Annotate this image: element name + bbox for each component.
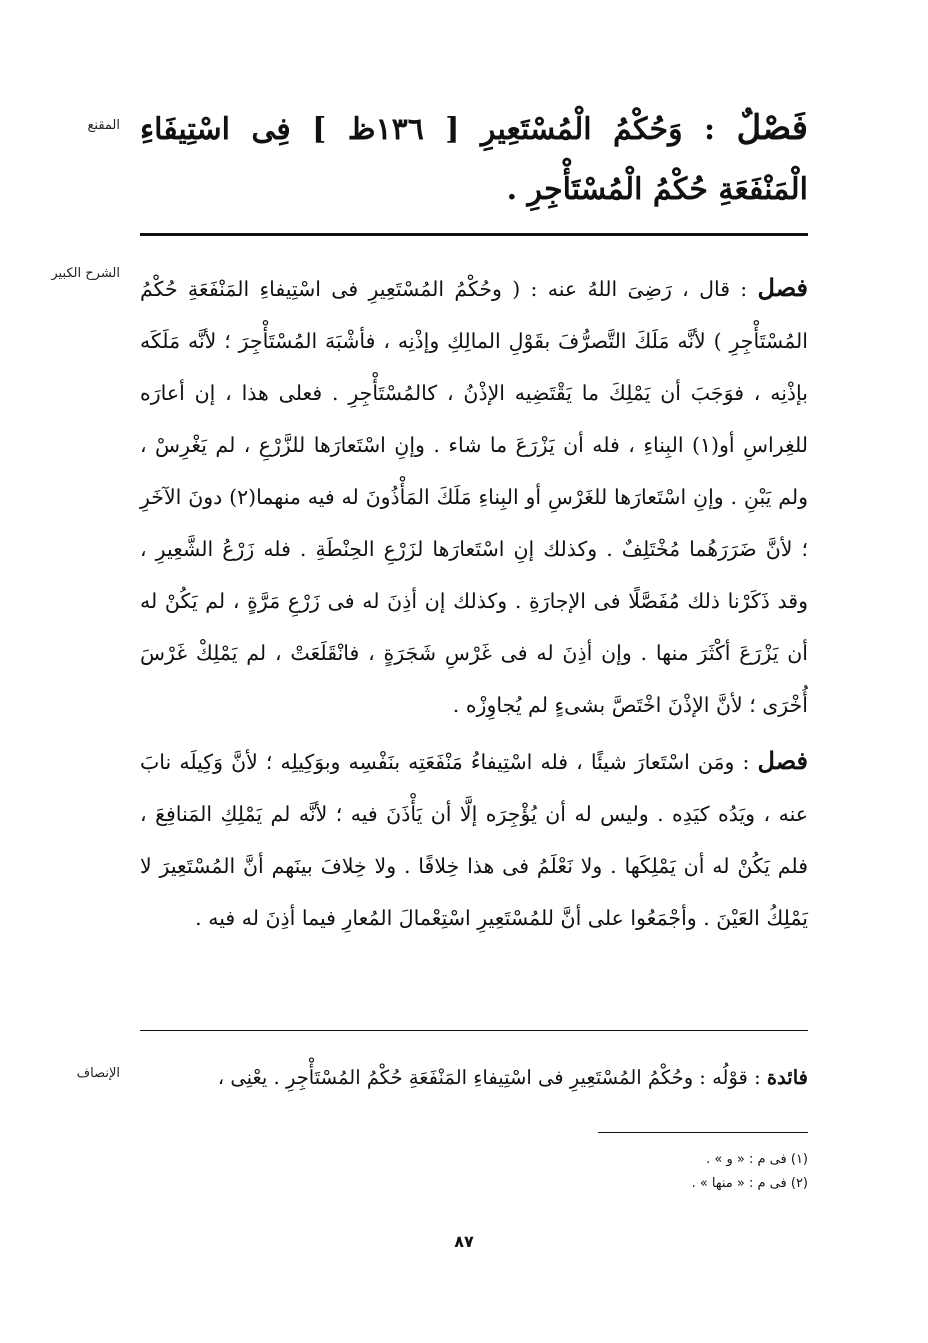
footnote-separator <box>598 1132 808 1133</box>
muqni-section-heading: فَصْلٌ <box>736 108 808 148</box>
sharh-paragraph-2-heading: فصل <box>757 746 808 775</box>
footnote-1: (١) فى م : « و » . <box>706 1152 808 1167</box>
page-number: ٨٧ <box>454 1232 474 1251</box>
footnote-2: (٢) فى م : « منها » . <box>691 1176 808 1191</box>
sharh-paragraph-2 <box>140 735 808 944</box>
sharh-commentary <box>140 262 808 944</box>
muqni-body: : وَحُكْمُ الْمُسْتَعِيرِ [ ١٣٦ظ ] فِى اسْتِيفَاءِ الْمَنْفَعَةِ حُكْمُ الْمُسْتَأْجِرِ . <box>140 112 808 207</box>
sharh-paragraph-1-heading: فصل <box>757 273 808 302</box>
insaf-text <box>140 1058 808 1098</box>
sharh-paragraph-1 <box>140 262 808 731</box>
footnotes <box>500 1148 808 1196</box>
muqni-matn-text <box>140 98 808 220</box>
insaf-body: : قوْلُه : وحُكْمُ المُسْتَعِيرِ فى اسْتِيفاءِ المَنْفَعَةِ حُكْمُ المُسْتَأْجِرِ . يعْنِى ، <box>217 1066 761 1089</box>
sharh-paragraph-2-body: : ومَن اسْتَعارَ شيئًا ، فله اسْتِيفاءُ مَنْفَعَتِه بنَفْسِه وبوَكِيلِه ؛ لأنَّ وَكِيلَه نابَ عنه ، ويَدُه كيَدِه . وليس له أن يُؤْجِرَه إلَّا أن يَأْذَنَ فيه ؛ لأنَّه لم يَمْلِكِ المَنافِعَ ، فلم يَكُنْ له أن يَمْلِكَها . ولا نَعْلَمُ فى هذا خِلافًا . ولا خِلافَ بينَهم أنَّ المُسْتَعِيرَ لا يَمْلِكُ العَيْنَ . وأجْمَعُوا على أنَّ للمُسْتَعِيرِ اسْتِعْمالَ المُعارِ فيما أذِنَ له فيه . <box>140 750 809 930</box>
insaf-side-label: الإنصاف <box>76 1066 120 1081</box>
sharh-paragraph-1-body: : قال ، رَضِىَ اللهُ عنه : ( وحُكْمُ المُسْتَعِيرِ فى اسْتِيفاءِ المَنْفَعَةِ حُكْمُ المُسْتَأْجِرِ ) لأنَّه مَلَكَ التَّصرُّفَ بقَوْلِ المالِكِ وإذْنِه ، فأشْبَهَ المُسْتَأْجِرَ ؛ لأنَّه مَلَكَه بإذْنِه ، فوَجَبَ أن يَمْلِكَ ما يَقْتَضِيه الإذْنُ ، كالمُسْتَأْجِرِ . فعلى هذا ، إن أعارَه للغِراسِ أو(١) البِناءِ ، فله أن يَزْرَعَ ما شاء . وإنِ اسْتَعارَها للزَّرْعِ ، لم يَغْرِسْ ، ولم يَبْنِ . وإنِ اسْتَعارَها للغَرْسِ أو البِناءِ مَلَكَ المَأْذُونَ له فيه منهما(٢) دونَ الآخَرِ ؛ لأنَّ ضَرَرَهُما مُخْتَلِفٌ . وكذلك إنِ اسْتَعارَها لزَرْعِ الحِنْطَةِ . فله زَرْعُ الشَّعِيرِ ، وقد ذَكَرْنا ذلك مُفَصَّلًا فى الإجارَةِ . وكذلك إن أذِنَ له فى زَرْعِ مَرَّةٍ ، لم يَكُنْ له أن يَزْرَعَ أكْثَرَ منها . وإن أذِنَ له فى غَرْسِ شَجَرَةٍ ، فانْقَلَعَتْ ، لم يَمْلِكْ غَرْسَ أُخْرَى ؛ لأنَّ الإذْنَ اخْتَصَّ بشىءٍ لم يُجاوِزْه . <box>140 277 808 717</box>
sharh-side-label: الشرح الكبير <box>51 266 120 281</box>
insaf-heading: فائدة <box>766 1066 808 1089</box>
section-divider-thin <box>140 1030 808 1031</box>
section-divider-thick <box>140 233 808 236</box>
muqni-side-label: المقنع <box>87 118 120 133</box>
